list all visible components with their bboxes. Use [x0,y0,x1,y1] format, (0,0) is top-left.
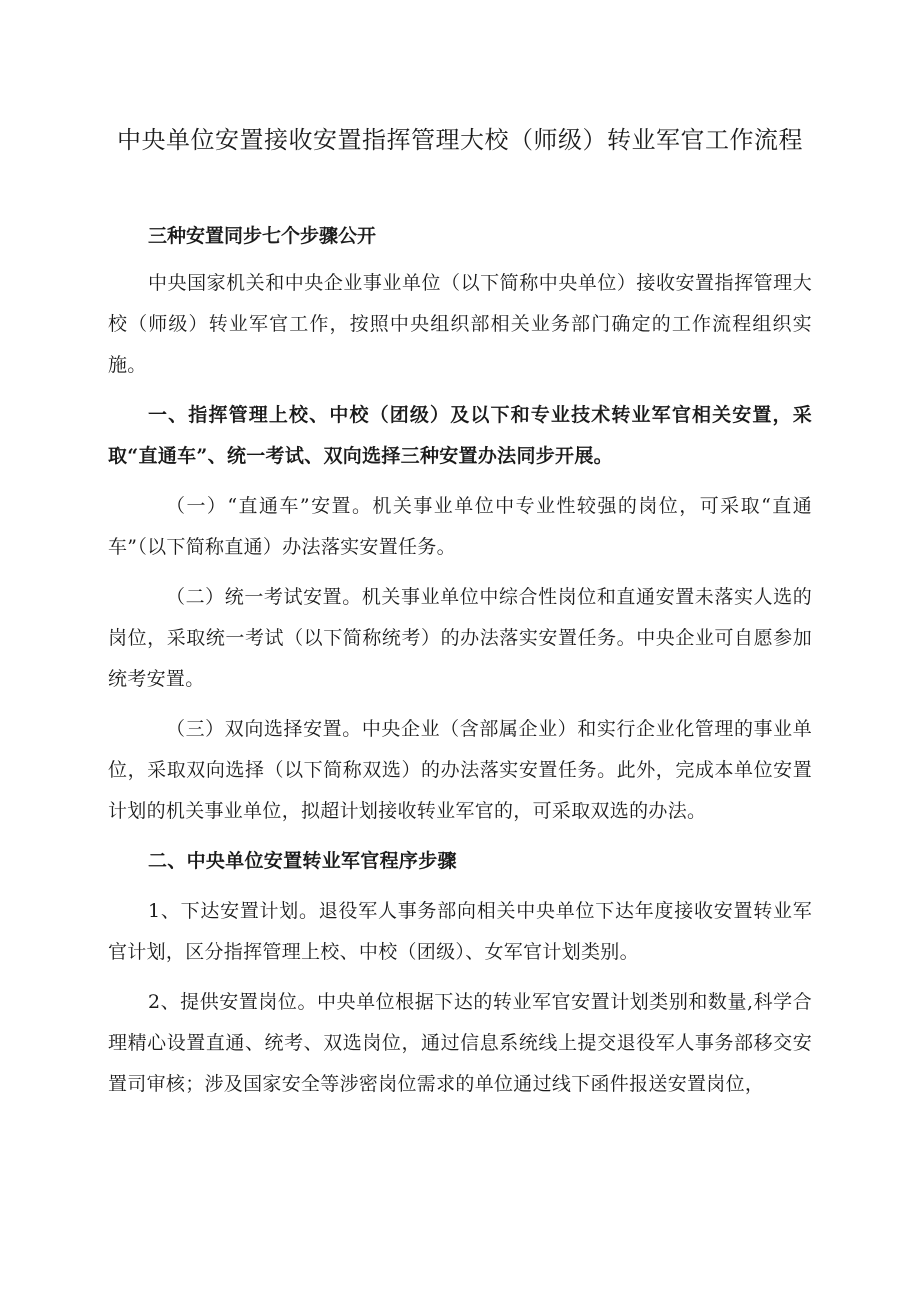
section-one-heading: 一、指挥管理上校、中校（团级）及以下和专业技术转业军官相关安置，采取“直通车”、统一考试、双向选择三种安置办法同步开展。 [108,404,812,467]
section-two-heading: 二、中央单位安置转业军官程序步骤 [148,850,457,872]
item-unified-exam: （二）统一考试安置。机关事业单位中综合性岗位和直通安置未落实人选的岗位，采取统一考试（以下简称统考）的办法落实安置任务。中央企业可自愿参加统考安置。 [108,586,812,690]
item-direct-placement: （一）“直通车”安置。机关事业单位中专业性较强的岗位，可采取“直通车”（以下简称直通）办法落实安置任务。 [108,495,812,558]
step-two-paragraph: 2、提供安置岗位。中央单位根据下达的转业军官安置计划类别和数量,科学合理精心设置直通、统考、双选岗位，通过信息系统线上提交退役军人事务部移交安置司审核；涉及国家安全等涉密岗位需求的单位通过线下函件报送安置岗位， [108,991,812,1095]
item-two-way-selection: （三）双向选择安置。中央企业（含部属企业）和实行企业化管理的事业单位，采取双向选择（以下简称双选）的办法落实安置任务。此外，完成本单位安置计划的机关事业单位，拟超计划接收转业军官的，可采取双选的办法。 [108,718,812,822]
step-one-paragraph: 1、下达安置计划。退役军人事务部向相关中央单位下达年度接收安置转业军官计划，区分指挥管理上校、中校（团级）、女军官计划类别。 [108,900,812,963]
document-title: 中央单位安置接收安置指挥管理大校（师级）转业军官工作流程 [117,126,803,154]
intro-paragraph: 中央国家机关和中央企业事业单位（以下简称中央单位）接收安置指挥管理大校（师级）转业军官工作，按照中央组织部相关业务部门确定的工作流程组织实施。 [108,272,812,376]
lead-heading: 三种安置同步七个步骤公开 [148,225,377,247]
